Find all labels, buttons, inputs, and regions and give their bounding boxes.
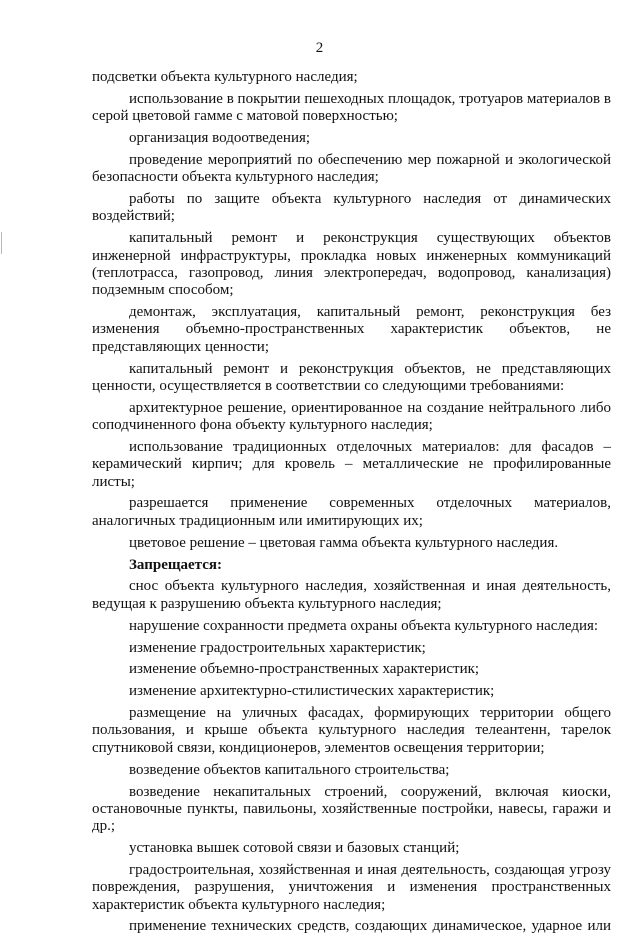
section-heading-text: Запрещается: — [129, 556, 223, 573]
paragraph: изменение объемно-пространственных характеристик; — [129, 661, 480, 678]
paragraph: подсветки объекта культурного наследия; — [92, 69, 358, 85]
paragraph: демонтаж, эксплуатация, капитальный ремонт, реконструкция без изменения объемно-пространственных характеристик объектов, не представляющих ценности; — [92, 304, 611, 355]
paragraph: размещение на уличных фасадах, формирующих территории общего пользования, и крыше объекта культурного наследия телеантенн, тарелок спутниковой связи, кондиционеров, элементов освещения территории; — [92, 705, 611, 756]
paragraph: проведение мероприятий по обеспечению мер пожарной и экологической безопасности объекта культурного наследия; — [92, 151, 611, 186]
paragraph: возведение объектов капитального строительства; — [129, 761, 450, 778]
document-body — [92, 69, 611, 940]
paragraph: цветовое решение – цветовая гамма объекта культурного наследия. — [129, 534, 559, 551]
paragraph: работы по защите объекта культурного наследия от динамических воздействий; — [92, 191, 611, 225]
paragraph: нарушение сохранности предмета охраны объекта культурного наследия: — [129, 617, 599, 634]
scan-edge-mark — [1, 232, 2, 254]
paragraph: снос объекта культурного наследия, хозяйственная и иная деятельность, ведущая к разрушению объекта культурного наследия; — [92, 578, 611, 612]
paragraph: изменение архитектурно-стилистических характеристик; — [129, 683, 495, 700]
paragraph: использование в покрытии пешеходных площадок, тротуаров материалов в серой цветовой гамме с матовой поверхностью; — [92, 90, 611, 125]
paragraph: организация водоотведения; — [129, 130, 311, 147]
paragraph: архитектурное решение, ориентированное на создание нейтрального либо соподчиненного фона объекту культурного наследия; — [92, 399, 611, 434]
paragraph: применение технических средств, создающих динамическое, ударное или — [129, 918, 611, 935]
paragraph: капитальный ремонт и реконструкция объектов, не представляющих ценности, осуществляется в соответствии со следующими требованиями: — [92, 360, 611, 394]
paragraph: установка вышек сотовой связи и базовых станций; — [129, 840, 460, 857]
paragraph: использование традиционных отделочных материалов: для фасадов – керамический кирпич; для кровель – металлические не профилированные листы; — [92, 438, 611, 490]
paragraph: капитальный ремонт и реконструкция существующих объектов инженерной инфраструктуры, прокладка новых инженерных коммуникаций (теплотрасса, газопровод, линия электропередач, водопровод, канализация) подземным способом; — [92, 230, 611, 299]
paragraph: разрешается применение современных отделочных материалов, аналогичных традиционным или имитирующих их; — [92, 495, 611, 529]
page-number: 2 — [315, 40, 324, 56]
paragraph: возведение некапитальных строений, сооружений, включая киоски, остановочные пункты, павильоны, хозяйственные постройки, навесы, гаражи и др.; — [92, 783, 611, 835]
section-heading — [92, 557, 611, 574]
paragraph: изменение градостроительных характеристик; — [129, 639, 426, 656]
paragraph: градостроительная, хозяйственная и иная деятельность, создающая угрозу повреждения, разрушения, уничтожения и изменения пространственных характеристик объекта культурного наследия; — [92, 861, 611, 913]
